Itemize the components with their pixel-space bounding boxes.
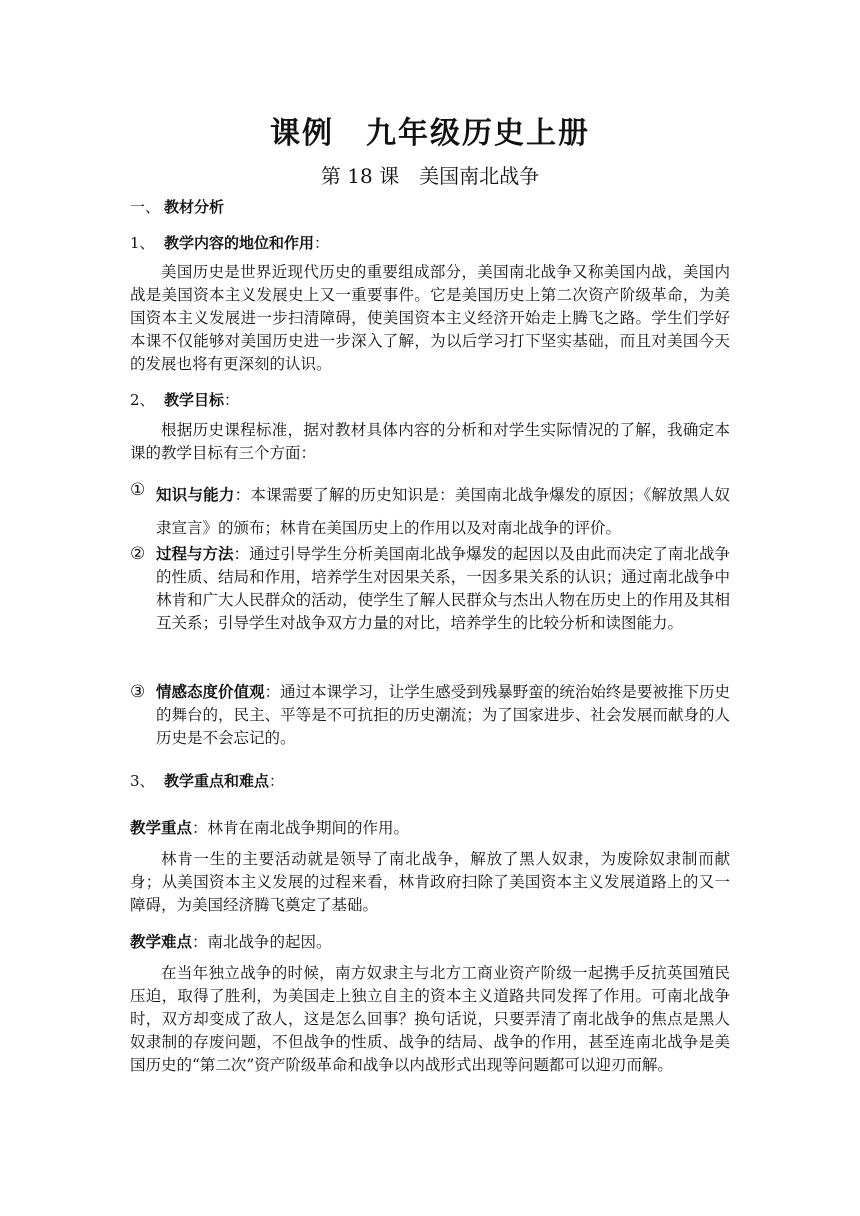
subheading-colon: ： [269, 772, 285, 790]
paragraph-content-position: 美国历史是世界近现代历史的重要组成部分，美国南北战争又称美国内战，美国内战是美国资本主义发展史上又一重要事件。它是美国历史上第二次资产阶级革命，为美国资本主义发展进一步扫清障碍，使美国资本主义经济开始走上腾飞之路。学生们学好本课不仅能够对美国历史进一步深入了解，为以后学习打下坚实基础，而且对美国今天的发展也将有更深刻的认识。 [130, 263, 730, 373]
objective-text: 通过引导学生分析美国南北战争爆发的起因以及由此而决定了南北战争的性质、结局和作用，培养学生对因果关系，一因多果关系的认识；通过南北战争中林肯和广大人民群众的活动，使学生了解人民群众与杰出人物在历史上的作用及其相互关系；引导学生对战争双方力量的对比，培养学生的比较分析和读图能力。 [156, 545, 730, 632]
section-heading-teaching-material [130, 196, 730, 217]
subheading-colon: ： [224, 391, 240, 409]
subheading-content-position [130, 232, 730, 253]
section-label: 教材分析 [164, 198, 225, 216]
paragraph-key-point: 林肯一生的主要活动就是领导了南北战争，解放了黑人奴隶，为废除奴隶制而献身；从美国资本主义发展的过程来看，林肯政府扫除了美国资本主义发展道路上的又一障碍，为美国经济腾飞奠定了基础。 [130, 850, 730, 914]
objective-text: 通过本课学习，让学生感受到残暴野蛮的统治始终是要被推下历史的舞台的，民主、平等是不可抗拒的历史潮流；为了国家进步、社会发展而献身的人历史是不会忘记的。 [156, 683, 730, 747]
paragraph-difficult-point: 在当年独立战争的时候，南方奴隶主与北方工商业资产阶级一起携手反抗英国殖民压迫，取得了胜利，为美国走上独立自主的资本主义道路共同发挥了作用。可南北战争时，双方却变成了敌人，这是怎么回事？换句话说，只要弄清了南北战争的焦点是黑人奴隶制的存废问题，不但战争的性质、战争的结局、战争的作用，甚至连南北战争是美国历史的“第二次”资产阶级革命和战争以内战形式出现等问题都可以迎刃而解。 [130, 964, 730, 1074]
objective-colon: ： [264, 683, 281, 701]
difficult-point-term: 教学难点 [130, 933, 193, 951]
key-point-text: 林肯在南北战争期间的作用。 [207, 819, 410, 837]
key-point-colon: ： [192, 819, 208, 837]
subheading-number: 1、 [130, 234, 155, 252]
subheading-label: 教学目标 [164, 391, 225, 409]
subheading-number: 2、 [130, 391, 155, 409]
objective-process-method [130, 543, 730, 635]
objective-colon: ： [234, 486, 251, 504]
difficult-point-text: 南北战争的起因。 [207, 933, 332, 951]
objective-colon: ： [233, 545, 250, 563]
section-number: 一、 [130, 198, 161, 216]
lesson-subtitle: 第 18 课 美国南北战争 [320, 164, 540, 188]
subheading-colon: ： [314, 234, 330, 252]
subheading-label: 教学重点和难点 [164, 772, 270, 790]
subheading-key-difficult [130, 770, 730, 791]
objective-knowledge-ability [130, 479, 730, 545]
key-point-line [130, 816, 730, 838]
difficult-point-line [130, 930, 730, 952]
subheading-number: 3、 [130, 772, 155, 790]
objective-text: 本课需要了解的历史知识是：美国南北战争爆发的原因；《解放黑人奴隶宣言》的颁布；林肯在美国历史上的作用以及对南北战争的评价。 [156, 486, 730, 537]
objective-emotion-values [130, 681, 730, 750]
subheading-teaching-goals [130, 389, 730, 410]
subheading-label: 教学内容的地位和作用 [164, 234, 315, 252]
objective-term: 情感态度价值观 [156, 683, 265, 701]
objective-marker: ① [130, 480, 146, 500]
objective-marker: ③ [130, 682, 146, 702]
paragraph-teaching-goals: 根据历史课程标准，据对教材具体内容的分析和对学生实际情况的了解，我确定本课的教学目标有三个方面： [130, 421, 730, 462]
objective-marker: ② [130, 544, 146, 564]
key-point-term: 教学重点 [130, 819, 193, 837]
objective-term: 过程与方法 [156, 545, 234, 563]
difficult-point-colon: ： [192, 933, 208, 951]
objective-term: 知识与能力 [156, 486, 235, 504]
document-title: 课例 九年级历史上册 [270, 116, 590, 151]
